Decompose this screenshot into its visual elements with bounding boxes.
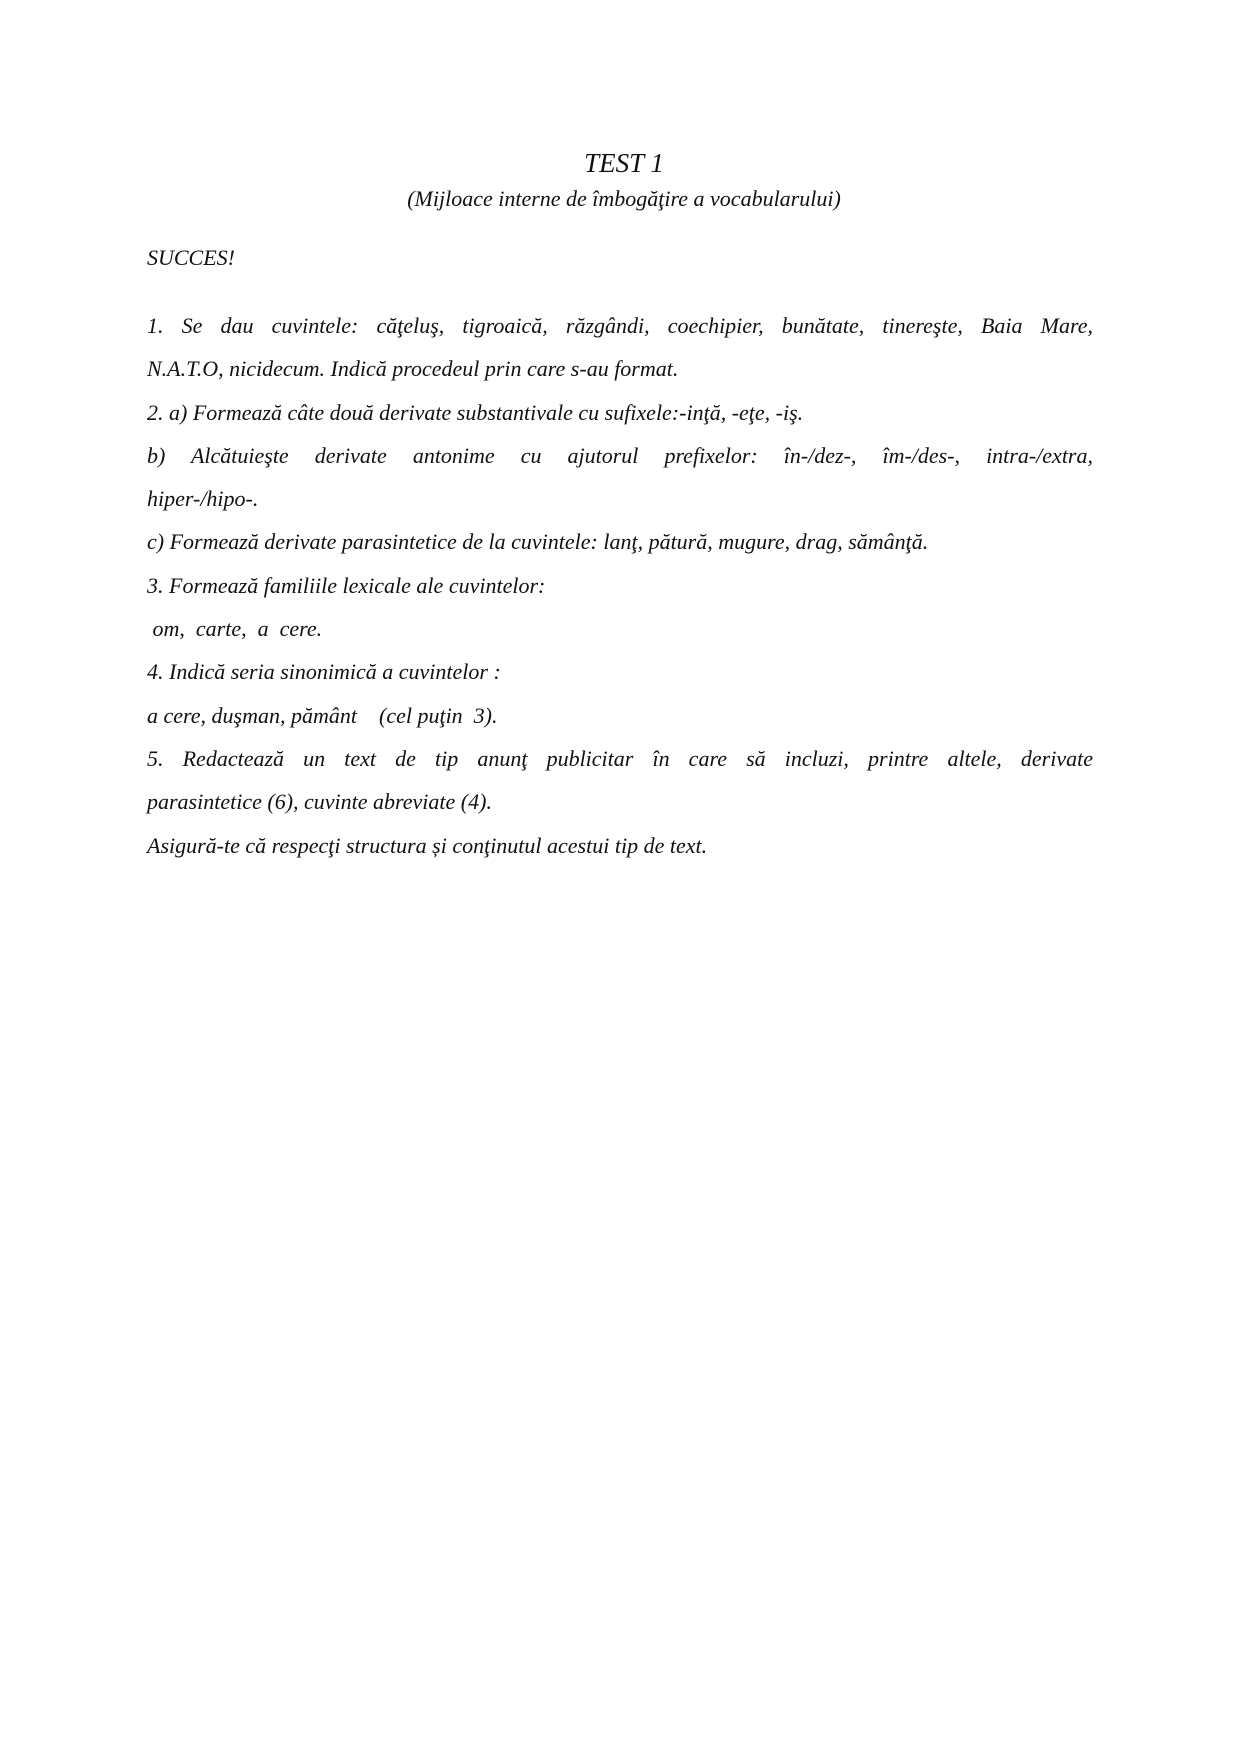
exercise-2b-line-1: b) Alcătuieşte derivate antonime cu ajutorul prefixelor: în-/dez-, îm-/des-, intra-/extra,: [147, 442, 1093, 468]
exercise-3-line-2: om, carte, a cere.: [147, 616, 323, 642]
exercise-2c-line: c) Formează derivate parasintetice de la cuvintele: lanţ, pătură, mugure, drag, sămânţă.: [147, 529, 929, 555]
exercise-list: [147, 309, 1093, 872]
exercise-2a-line: 2. a) Formează câte două derivate substantivale cu sufixele:-inţă, -eţe, -iş.: [147, 399, 804, 425]
greeting-text: SUCCES!: [147, 245, 235, 270]
exercise-5-line-3: Asigură-te că respecţi structura și conţinutul acestui tip de text.: [147, 832, 708, 858]
test-subtitle: (Mijloace interne de îmbogăţire a vocabularului): [407, 186, 841, 211]
exercise-5-line-2: parasintetice (6), cuvinte abreviate (4).: [147, 789, 492, 815]
exercise-5-line-1: 5. Redactează un text de tip anunţ publicitar în care să incluzi, printre altele, derivate: [147, 745, 1093, 771]
test-title: TEST 1: [584, 148, 664, 178]
exercise-4-line-1: 4. Indică seria sinonimică a cuvintelor :: [147, 659, 501, 685]
exercise-2b-line-2: hiper-/hipo-.: [147, 486, 259, 512]
exercise-3-line-1: 3. Formează familiile lexicale ale cuvintelor:: [147, 572, 546, 598]
exercise-4-line-2: a cere, duşman, pământ (cel puţin 3).: [147, 702, 498, 728]
exercise-1-line-1: 1. Se dau cuvintele: căţeluş, tigroaică, răzgândi, coechipier, bunătate, tinereşte, Baia Mare,: [147, 313, 1093, 338]
exercise-1-line-2: N.A.T.O, nicidecum. Indică procedeul prin care s-au format.: [147, 356, 679, 382]
